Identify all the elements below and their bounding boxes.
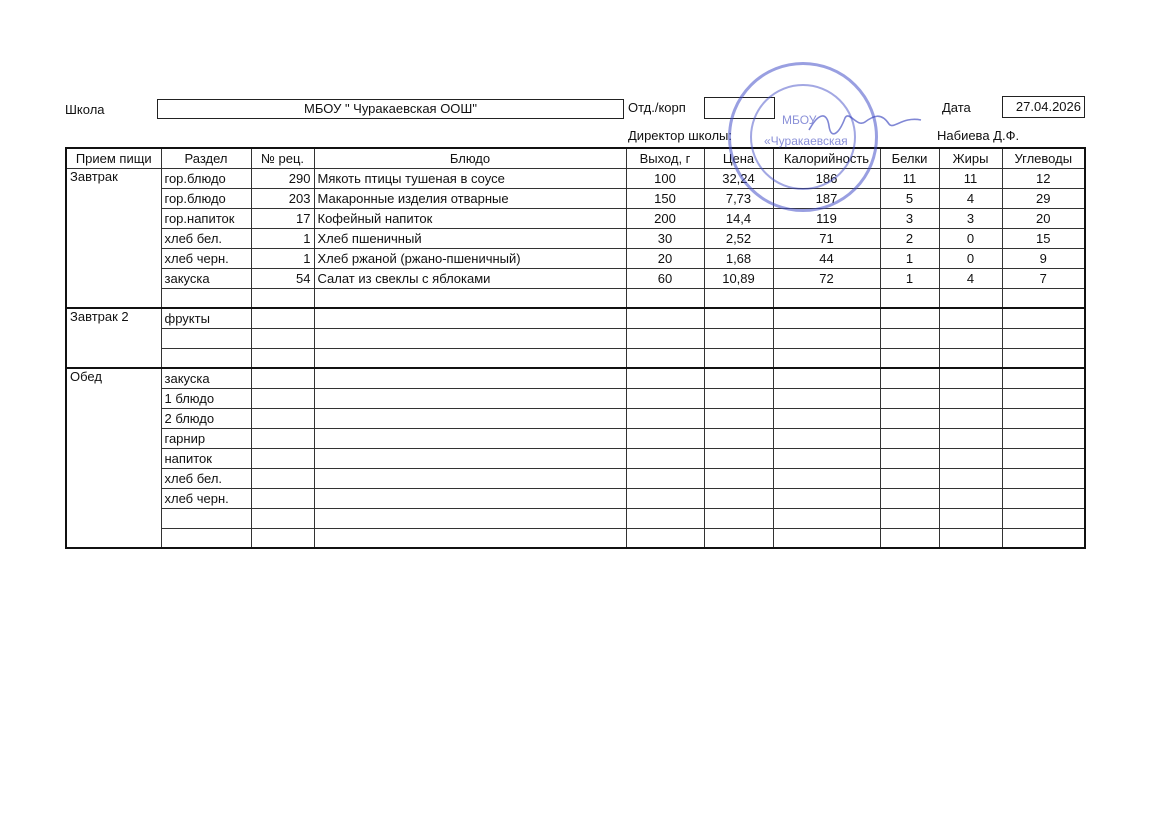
dish-cell: Макаронные изделия отварные [314,188,626,208]
price-cell [704,468,773,488]
carbs-cell: 7 [1002,268,1085,288]
dish-cell [314,288,626,308]
section-cell [161,328,251,348]
fat-cell: 4 [939,268,1002,288]
protein-cell [880,308,939,328]
yield-cell [626,348,704,368]
price-cell: 14,4 [704,208,773,228]
calories-cell [773,508,880,528]
table-row [66,308,1085,328]
col-yield: Выход, г [626,148,704,168]
table-row [66,448,1085,468]
recipe-cell [251,368,314,388]
recipe-cell: 54 [251,268,314,288]
yield-cell: 30 [626,228,704,248]
carbs-cell [1002,288,1085,308]
yield-cell [626,488,704,508]
col-recipe: № рец. [251,148,314,168]
dish-cell [314,428,626,448]
table-row [66,348,1085,368]
protein-cell [880,368,939,388]
protein-cell [880,488,939,508]
table-row [66,508,1085,528]
recipe-cell [251,308,314,328]
calories-cell [773,408,880,428]
price-cell [704,448,773,468]
table-row [66,188,1085,208]
price-cell [704,308,773,328]
school-name-field: МБОУ " Чуракаевская ООШ" [157,99,624,119]
calories-cell [773,328,880,348]
carbs-cell [1002,468,1085,488]
carbs-cell [1002,368,1085,388]
calories-cell [773,488,880,508]
recipe-cell [251,448,314,468]
protein-cell: 5 [880,188,939,208]
price-cell [704,428,773,448]
fat-cell [939,288,1002,308]
yield-cell [626,428,704,448]
section-cell: фрукты [161,308,251,328]
table-row [66,268,1085,288]
recipe-cell: 1 [251,228,314,248]
dish-cell [314,488,626,508]
col-calories: Калорийность [773,148,880,168]
price-cell: 7,73 [704,188,773,208]
carbs-cell [1002,408,1085,428]
calories-cell: 119 [773,208,880,228]
protein-cell: 2 [880,228,939,248]
carbs-cell: 29 [1002,188,1085,208]
section-cell: хлеб черн. [161,248,251,268]
section-cell [161,288,251,308]
protein-cell [880,288,939,308]
date-label: Дата [942,100,971,115]
table-row [66,228,1085,248]
recipe-cell [251,348,314,368]
fat-cell [939,448,1002,468]
dish-cell: Кофейный напиток [314,208,626,228]
protein-cell [880,408,939,428]
recipe-cell: 1 [251,248,314,268]
fat-cell [939,368,1002,388]
price-cell: 2,52 [704,228,773,248]
calories-cell [773,428,880,448]
section-cell: 2 блюдо [161,408,251,428]
calories-cell [773,388,880,408]
yield-cell [626,308,704,328]
fat-cell [939,428,1002,448]
yield-cell: 60 [626,268,704,288]
col-fat: Жиры [939,148,1002,168]
fat-cell [939,408,1002,428]
section-cell: гор.напиток [161,208,251,228]
recipe-cell: 290 [251,168,314,188]
recipe-cell: 17 [251,208,314,228]
menu-body [66,168,1085,548]
meal-cell: Завтрак [66,168,161,308]
fat-cell: 0 [939,248,1002,268]
protein-cell [880,468,939,488]
dept-label: Отд./корп [628,100,686,115]
carbs-cell [1002,528,1085,548]
col-price: Цена [704,148,773,168]
fat-cell [939,528,1002,548]
carbs-cell: 20 [1002,208,1085,228]
dept-field [704,97,775,119]
dish-cell [314,368,626,388]
dish-cell [314,308,626,328]
table-row [66,408,1085,428]
calories-cell [773,528,880,548]
fat-cell [939,488,1002,508]
director-signature [805,108,925,138]
price-cell [704,388,773,408]
section-cell: закуска [161,368,251,388]
recipe-cell [251,388,314,408]
table-row [66,248,1085,268]
recipe-cell [251,508,314,528]
fat-cell [939,308,1002,328]
calories-cell [773,288,880,308]
yield-cell: 100 [626,168,704,188]
carbs-cell [1002,428,1085,448]
carbs-cell: 15 [1002,228,1085,248]
carbs-cell [1002,308,1085,328]
carbs-cell [1002,388,1085,408]
recipe-cell [251,288,314,308]
recipe-cell [251,428,314,448]
carbs-cell [1002,448,1085,468]
section-cell: гор.блюдо [161,168,251,188]
calories-cell: 44 [773,248,880,268]
dish-cell [314,408,626,428]
calories-cell [773,368,880,388]
price-cell [704,488,773,508]
director-name: Набиева Д.Ф. [937,128,1020,143]
price-cell [704,528,773,548]
table-row [66,468,1085,488]
calories-cell: 71 [773,228,880,248]
yield-cell [626,388,704,408]
director-label: Директор школы: [628,128,732,143]
protein-cell [880,348,939,368]
price-cell: 1,68 [704,248,773,268]
header-row [66,148,1085,168]
calories-cell: 186 [773,168,880,188]
dish-cell [314,388,626,408]
protein-cell: 11 [880,168,939,188]
yield-cell: 200 [626,208,704,228]
dish-cell: Мякоть птицы тушеная в соусе [314,168,626,188]
protein-cell [880,508,939,528]
section-cell: закуска [161,268,251,288]
price-cell [704,508,773,528]
meal-cell: Обед [66,368,161,548]
dish-cell [314,348,626,368]
recipe-cell [251,328,314,348]
protein-cell: 3 [880,208,939,228]
dish-cell [314,328,626,348]
table-row [66,528,1085,548]
carbs-cell [1002,328,1085,348]
table-row [66,488,1085,508]
fat-cell [939,328,1002,348]
section-cell [161,528,251,548]
fat-cell [939,468,1002,488]
recipe-cell: 203 [251,188,314,208]
price-cell [704,348,773,368]
protein-cell [880,428,939,448]
carbs-cell: 9 [1002,248,1085,268]
protein-cell: 1 [880,248,939,268]
recipe-cell [251,528,314,548]
carbs-cell [1002,488,1085,508]
fat-cell: 0 [939,228,1002,248]
dish-cell: Хлеб ржаной (ржано-пшеничный) [314,248,626,268]
dish-cell: Хлеб пшеничный [314,228,626,248]
calories-cell: 187 [773,188,880,208]
yield-cell: 20 [626,248,704,268]
fat-cell [939,508,1002,528]
price-cell [704,328,773,348]
dish-cell [314,528,626,548]
yield-cell [626,468,704,488]
school-label: Школа [65,102,105,117]
section-cell: хлеб бел. [161,468,251,488]
price-cell [704,368,773,388]
calories-cell [773,448,880,468]
protein-cell [880,528,939,548]
carbs-cell [1002,508,1085,528]
fat-cell [939,388,1002,408]
yield-cell [626,448,704,468]
table-row [66,168,1085,188]
yield-cell [626,408,704,428]
date-field: 27.04.2026 [1002,96,1085,118]
section-cell: напиток [161,448,251,468]
dish-cell: Салат из свеклы с яблоками [314,268,626,288]
price-cell: 10,89 [704,268,773,288]
yield-cell [626,528,704,548]
col-protein: Белки [880,148,939,168]
calories-cell [773,468,880,488]
protein-cell [880,388,939,408]
col-carbs: Углеводы [1002,148,1085,168]
table-row [66,368,1085,388]
carbs-cell: 12 [1002,168,1085,188]
fat-cell: 3 [939,208,1002,228]
protein-cell [880,328,939,348]
section-cell: 1 блюдо [161,388,251,408]
yield-cell: 150 [626,188,704,208]
calories-cell [773,348,880,368]
stamp-text-mid: «Чуракаевская [764,134,848,148]
dish-cell [314,448,626,468]
table-row [66,288,1085,308]
fat-cell: 11 [939,168,1002,188]
section-cell: хлеб бел. [161,228,251,248]
price-cell: 32,24 [704,168,773,188]
meal-cell: Завтрак 2 [66,308,161,368]
menu-table [65,147,1086,549]
table-row [66,208,1085,228]
fat-cell [939,348,1002,368]
yield-cell [626,328,704,348]
section-cell: гор.блюдо [161,188,251,208]
section-cell: хлеб черн. [161,488,251,508]
yield-cell [626,288,704,308]
protein-cell [880,448,939,468]
col-section: Раздел [161,148,251,168]
carbs-cell [1002,348,1085,368]
protein-cell: 1 [880,268,939,288]
dish-cell [314,508,626,528]
table-row [66,388,1085,408]
dish-cell [314,468,626,488]
calories-cell [773,308,880,328]
section-cell: гарнир [161,428,251,448]
yield-cell [626,368,704,388]
recipe-cell [251,408,314,428]
recipe-cell [251,488,314,508]
section-cell [161,348,251,368]
col-dish: Блюдо [314,148,626,168]
yield-cell [626,508,704,528]
recipe-cell [251,468,314,488]
section-cell [161,508,251,528]
price-cell [704,288,773,308]
table-row [66,328,1085,348]
price-cell [704,408,773,428]
col-meal: Прием пищи [66,148,161,168]
table-row [66,428,1085,448]
fat-cell: 4 [939,188,1002,208]
stamp-text-top: МБОУ [782,113,817,127]
calories-cell: 72 [773,268,880,288]
